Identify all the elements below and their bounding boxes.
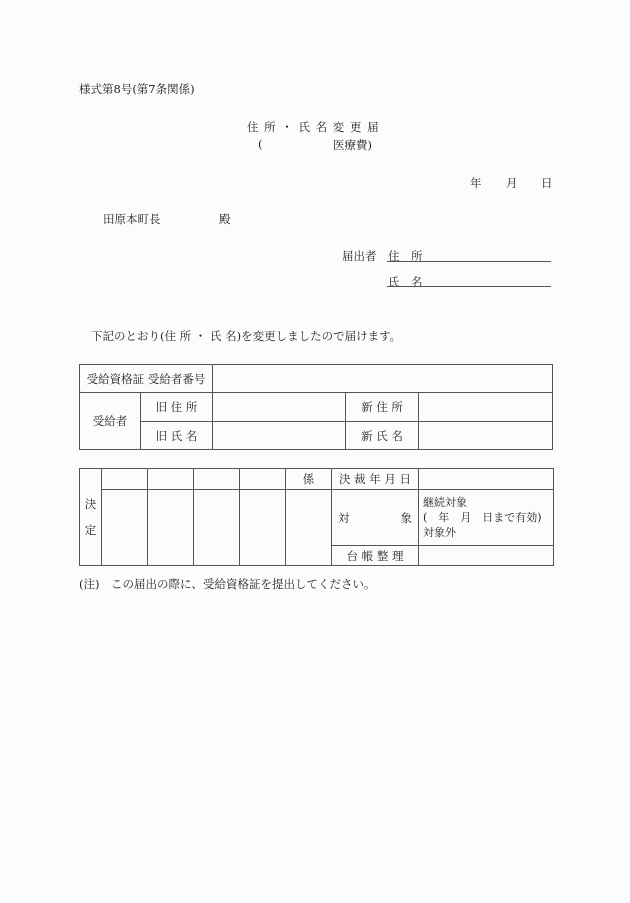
new-name-label: 新 氏 名 [346,422,419,450]
subtitle-open-paren: ( [258,137,263,151]
decision-label-2: 定 [84,523,97,537]
old-address-label: 旧 住 所 [141,393,213,422]
applicant-address-line[interactable] [387,261,551,262]
statement-text: 下記のとおり(住 所 ・ 氏 名)を変更しましたので届けます。 [91,329,402,343]
addressee-name: 田原本町長 [103,212,161,226]
cert-number-field[interactable] [213,365,553,393]
old-address-field[interactable] [213,393,346,422]
approval-header-4 [240,469,286,490]
applicant-name-line[interactable] [387,286,551,287]
target-label-1: 対 [338,510,350,525]
target-label-2: 象 [400,510,412,525]
form-number: 様式第8号(第7条関係) [79,82,195,96]
approval-header-1 [102,469,148,490]
date-day-label: 日 [541,176,553,190]
old-name-field[interactable] [213,422,346,450]
target-label [332,490,419,546]
approval-stamp-3[interactable] [194,490,240,566]
date-month-label: 月 [506,176,518,190]
decision-date-label: 決 裁 年 月 日 [332,469,419,490]
approval-stamp-4[interactable] [240,490,286,566]
form-title: 住 所 ・ 氏 名 変 更 届 [247,120,379,134]
ledger-field[interactable] [419,546,554,566]
applicant-label: 届出者 [342,249,377,263]
old-name-label: 旧 氏 名 [141,422,213,450]
clerk-stamp[interactable] [286,490,332,566]
ledger-label: 台 帳 整 理 [332,546,419,566]
target-option-valid-until[interactable]: ( 年 月 日まで有効) [423,511,542,524]
approval-stamp-1[interactable] [102,490,148,566]
decision-date-field[interactable] [419,469,554,490]
target-option-excluded[interactable]: 対象外 [423,526,456,539]
cert-number-label: 受給資格証 受給者番号 [80,365,213,393]
target-options[interactable] [419,490,554,546]
approval-stamp-2[interactable] [148,490,194,566]
new-address-label: 新 住 所 [346,393,419,422]
approval-header-3 [194,469,240,490]
applicant-name-label: 氏 名 [388,275,423,289]
note-text: (注) この届出の際に、受給資格証を提出してください。 [79,577,376,591]
approval-header-2 [148,469,194,490]
addressee-honorific: 殿 [219,212,231,226]
decision-label [80,469,102,566]
date-year-label: 年 [470,176,482,190]
recipient-change-table [79,364,553,450]
decision-table [79,468,554,566]
decision-label-1: 決 [84,497,97,511]
form-subtitle: 医療費) [333,138,372,152]
new-address-field[interactable] [419,393,553,422]
recipient-label: 受給者 [80,393,141,450]
applicant-address-label: 住 所 [388,249,423,263]
new-name-field[interactable] [419,422,553,450]
target-option-continue[interactable]: 継続対象 [423,496,467,509]
clerk-label: 係 [286,469,332,490]
